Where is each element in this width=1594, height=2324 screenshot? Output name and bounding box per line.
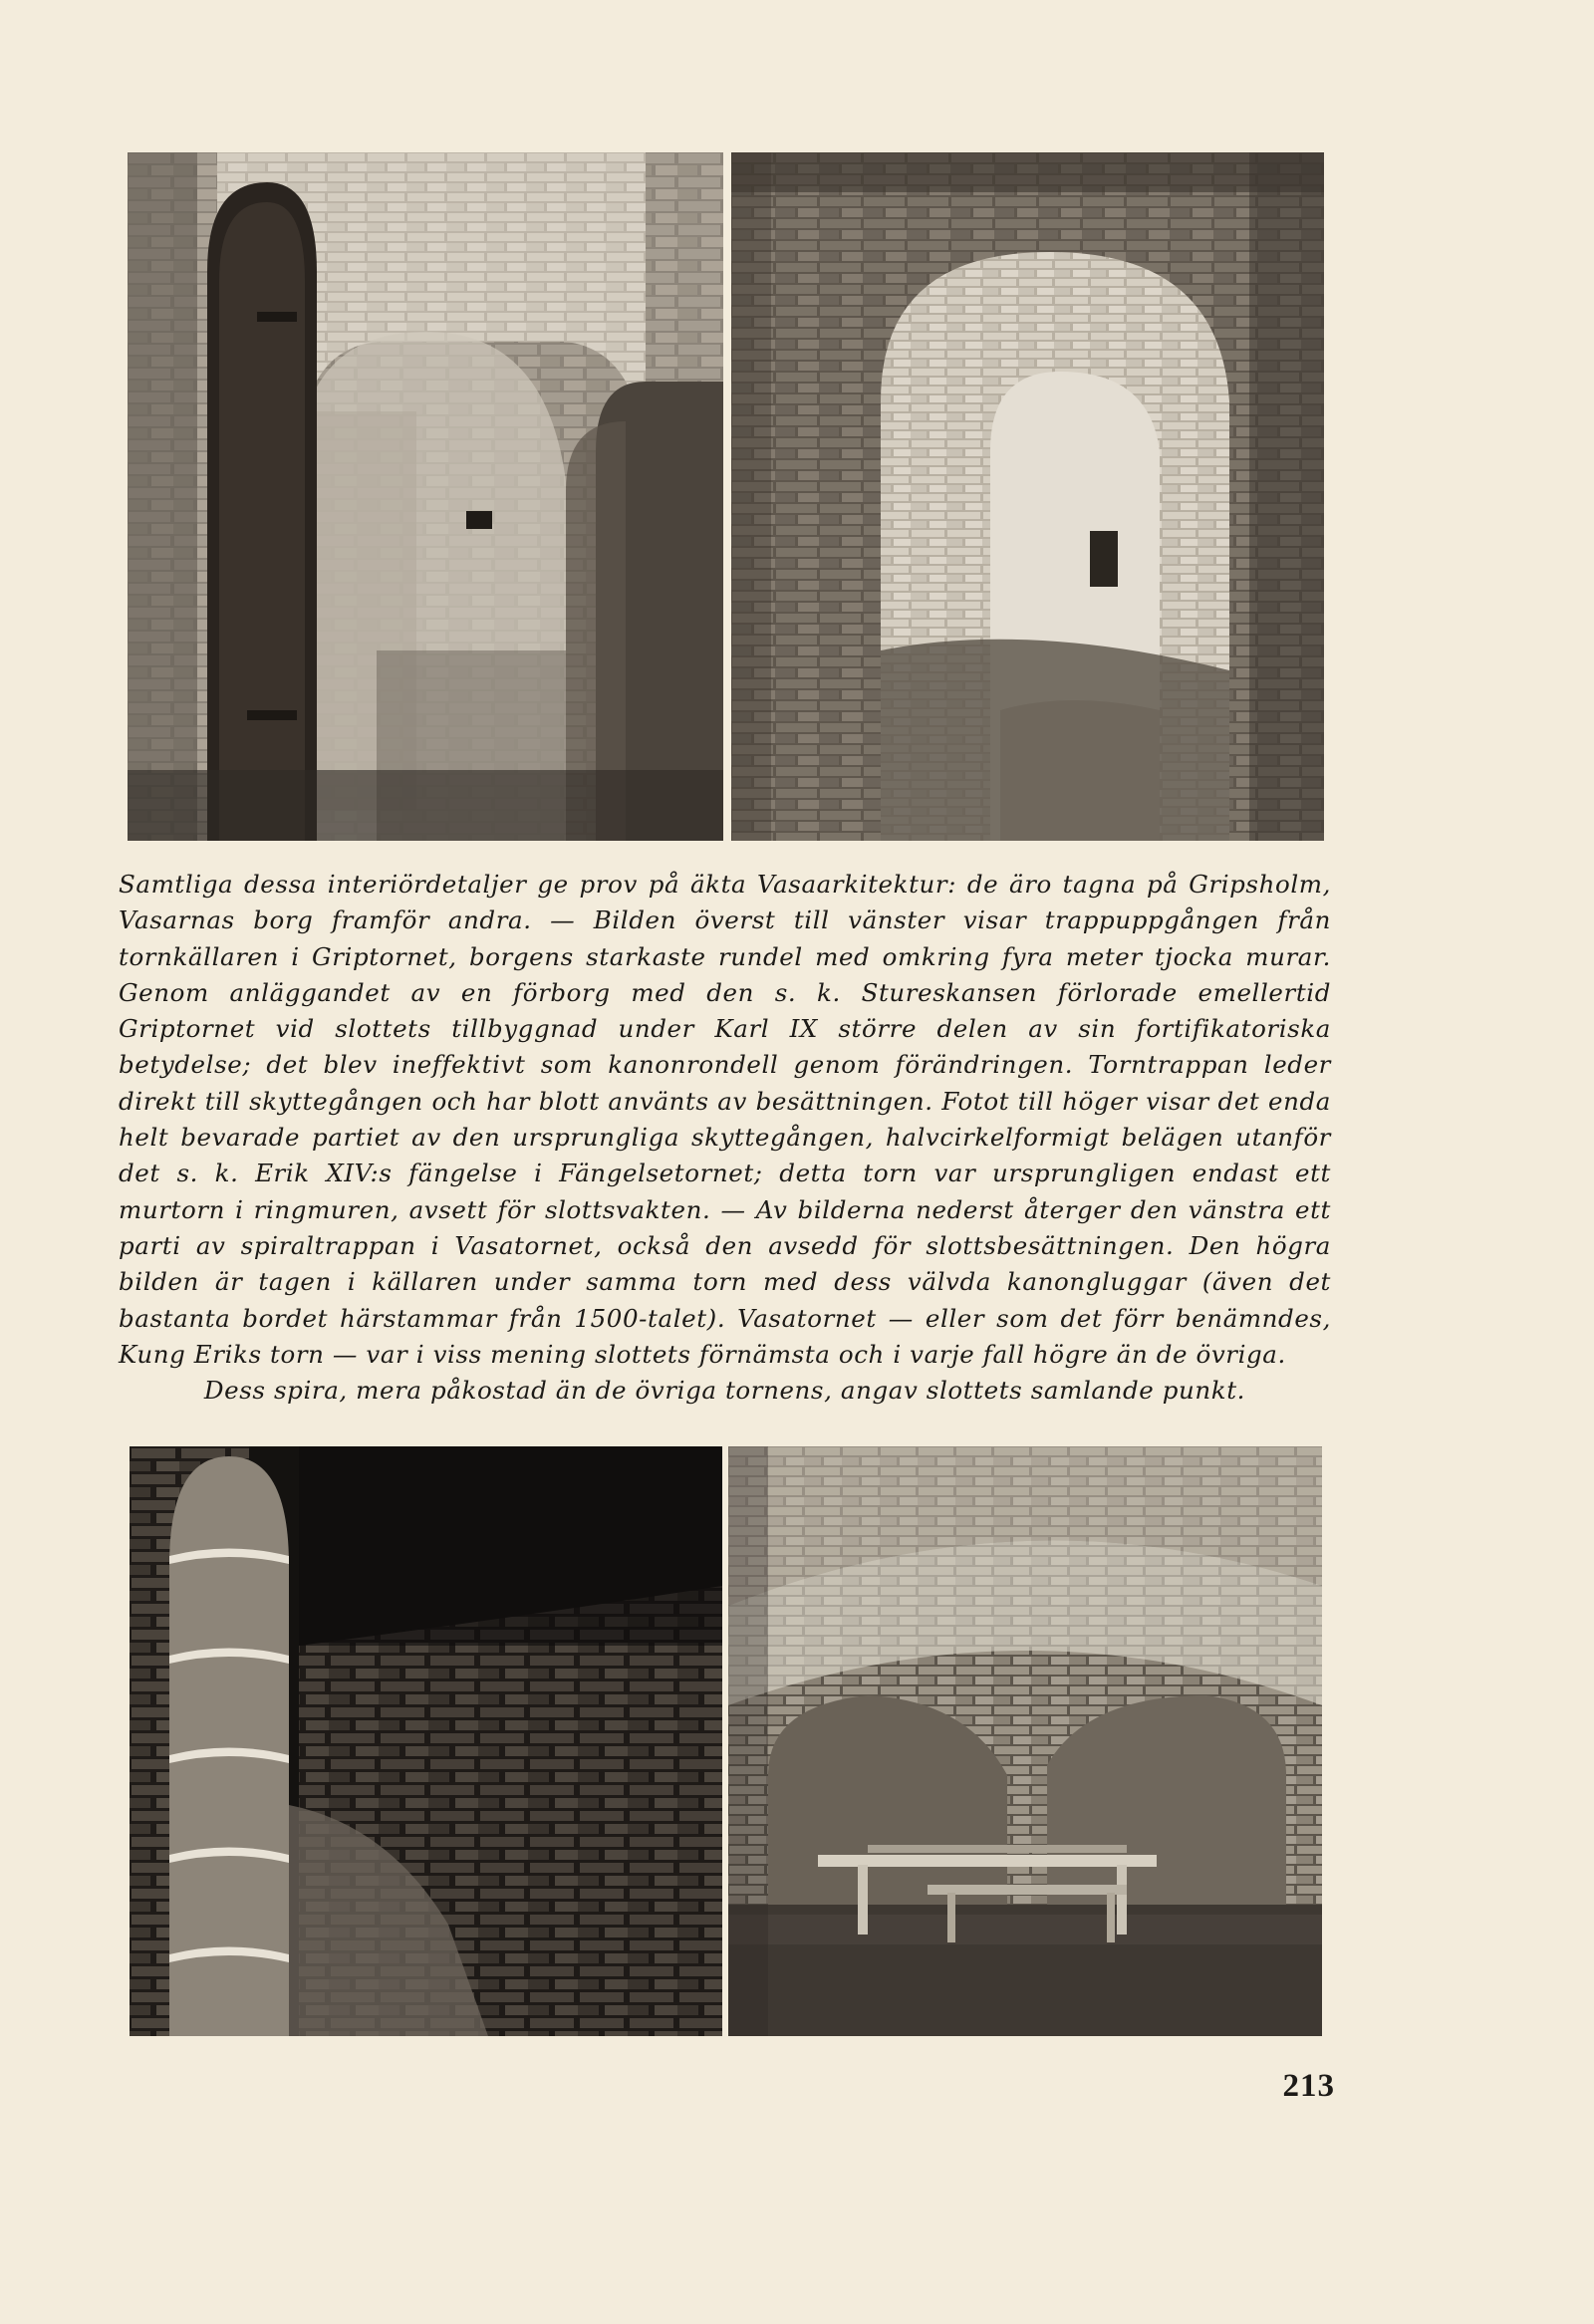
vaulted-gallery-illustration bbox=[731, 152, 1324, 841]
caption-last-line: Dess spira, mera påkostad än de övriga tornens, angav slottets samlande punkt. bbox=[203, 1376, 1246, 1406]
photo-tower-stair-passage bbox=[128, 152, 723, 841]
caption-body: Samtliga dessa interiördetaljer ge prov på äkta Vasaarkitektur: de äro tagna på Gripsholm, Vasarnas borg framför andra. — Bilden överst till vänster visar trappuppgången från tornkällaren i Griptornet, borgens starkaste rundel med omkring fyra meter tjocka murar. Genom anläggandet av en förborg med den s. k. Stureskansen förlorade emellertid Griptornet vid slottets tillbyggnad under Karl IX större delen av sin fortifikatoriska betydelse; det blev ineffektivt som kanonrondell genom förändringen. Torntrappan leder direkt till skyttegången och har blott använts av besättningen. Fotot till höger visar det enda helt bevarade partiet av den ursprungliga skyttegången, halvcirkelformigt belägen utanför det s. k. Erik XIV:s fängelse i Fängelsetornet; detta torn var ursprungligen endast ett murtorn i ringmuren, avsett för slottsvakten. — Av bilderna nederst återger den vänstra ett parti av spiraltrappan i Vasatornet, också den avsedd för slottsbesättningen. Den högra bilden är tagen i källaren under samma torn med dess välvda kanongluggar (även det bastanta bordet härstammar från 1500-talet). Vasatornet — eller som det förr benämndes, Kung Eriks torn — var i viss mening slottets förnämsta och i varje fall högre än de övriga. bbox=[119, 870, 1331, 1369]
spiral-staircase-illustration bbox=[130, 1446, 722, 2036]
tower-stair-illustration bbox=[128, 152, 723, 841]
photo-spiral-staircase bbox=[130, 1446, 722, 2036]
photo-vaulted-gallery bbox=[731, 152, 1324, 841]
photo-vaulted-cellar bbox=[728, 1446, 1322, 2036]
page-number: 213 bbox=[1282, 2068, 1335, 2104]
photo-caption bbox=[119, 867, 1331, 1409]
vaulted-cellar-illustration bbox=[728, 1446, 1322, 2036]
